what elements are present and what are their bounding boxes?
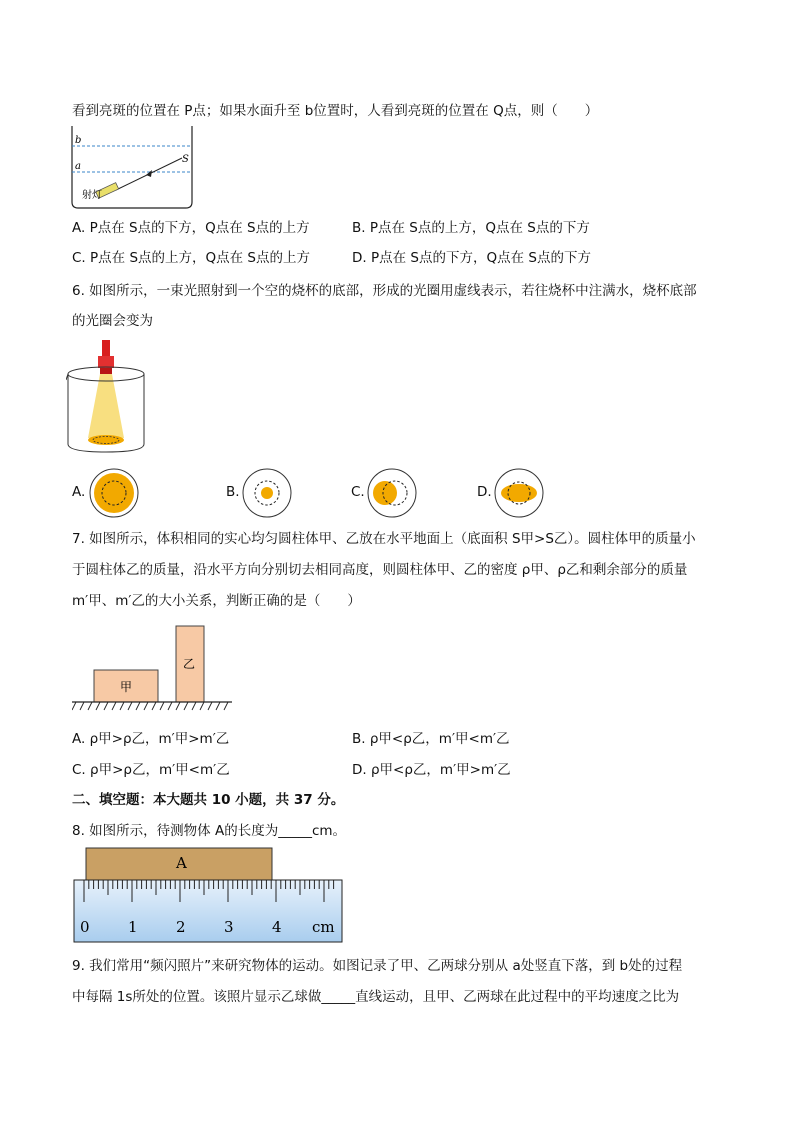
q7-stem-line1: 7. 如图所示，体积相同的实心均匀圆柱体甲、乙放在水平地面上（底面积 S甲>S乙）。圆柱体甲的质量小 — [72, 531, 696, 547]
q6-option-c-figure[interactable] — [366, 467, 418, 519]
q6-option-d-figure[interactable] — [493, 467, 545, 519]
q7-option-c[interactable]: C. ρ甲>ρ乙，m′甲<m′乙 — [72, 762, 230, 778]
q8-tick-4: 4 — [272, 918, 282, 936]
q6-option-a-label[interactable]: A. — [72, 484, 86, 500]
q5-label-a: a — [75, 161, 81, 172]
q7-stem-line2: 于圆柱体乙的质量，沿水平方向分别切去相同高度，则圆柱体甲、乙的密度 ρ甲、ρ乙和剩余部分的质量 — [72, 562, 688, 578]
q8-tick-0: 0 — [80, 918, 90, 936]
q7-option-d[interactable]: D. ρ甲<ρ乙，m′甲>m′乙 — [352, 762, 511, 778]
q9-stem-line2: 中每隔 1s所处的位置。该照片显示乙球做_____直线运动，且甲、乙两球在此过程中的平均速度之比为 — [72, 989, 680, 1005]
q6-option-c-label[interactable]: C. — [351, 484, 365, 500]
q6-stem-line2: 的光圈会变为 — [72, 313, 153, 329]
q8-tick-1: 1 — [128, 918, 138, 936]
q5-label-lamp: 射灯 — [82, 190, 102, 201]
q7-label-jia: 甲 — [120, 680, 133, 694]
q7-option-b[interactable]: B. ρ甲<ρ乙，m′甲<m′乙 — [352, 731, 510, 747]
q8-tick-3: 3 — [224, 918, 234, 936]
q5-stem: 看到亮斑的位置在 P点；如果水面升至 b位置时，人看到亮斑的位置在 Q点，则（ ） — [72, 103, 599, 119]
q9-stem-line1: 9. 我们常用“频闪照片”来研究物体的运动。如图记录了甲、乙两球分别从 a处竖直下落，到 b处的过程 — [72, 958, 683, 974]
q7-option-a[interactable]: A. ρ甲>ρ乙，m′甲>m′乙 — [72, 731, 230, 747]
q5-option-b[interactable]: B. P点在 S点的上方，Q点在 S点的下方 — [352, 220, 590, 236]
section-2-title: 二、填空题：本大题共 10 小题，共 37 分。 — [72, 792, 345, 808]
q8-tick-2: 2 — [176, 918, 186, 936]
q6-option-b-figure[interactable] — [241, 467, 293, 519]
q5-label-s: S — [182, 154, 189, 165]
q6-option-a-figure[interactable] — [88, 467, 140, 519]
q7-stem-line3: m′甲、m′乙的大小关系，判断正确的是（ ） — [72, 593, 361, 609]
q6-option-b-label[interactable]: B. — [226, 484, 240, 500]
q7-label-yi: 乙 — [183, 657, 196, 671]
q5-option-a[interactable]: A. P点在 S点的下方，Q点在 S点的上方 — [72, 220, 310, 236]
q6-option-d-label[interactable]: D. — [477, 484, 492, 500]
q8-stem: 8. 如图所示，待测物体 A的长度为_____cm。 — [72, 823, 347, 839]
q8-unit: cm — [312, 918, 335, 936]
q5-label-b: b — [75, 135, 82, 146]
q6-beaker-figure — [66, 338, 156, 456]
q8-ruler-figure — [72, 846, 344, 944]
q5-option-c[interactable]: C. P点在 S点的上方，Q点在 S点的上方 — [72, 250, 310, 266]
q6-stem-line1: 6. 如图所示，一束光照射到一个空的烧杯的底部，形成的光圈用虚线表示，若往烧杯中注满水，烧杯底部 — [72, 283, 697, 299]
q5-figure — [68, 124, 198, 214]
q5-option-d[interactable]: D. P点在 S点的下方，Q点在 S点的下方 — [352, 250, 591, 266]
q8-block-label: A — [176, 854, 187, 872]
q7-cylinder-figure — [72, 622, 232, 716]
